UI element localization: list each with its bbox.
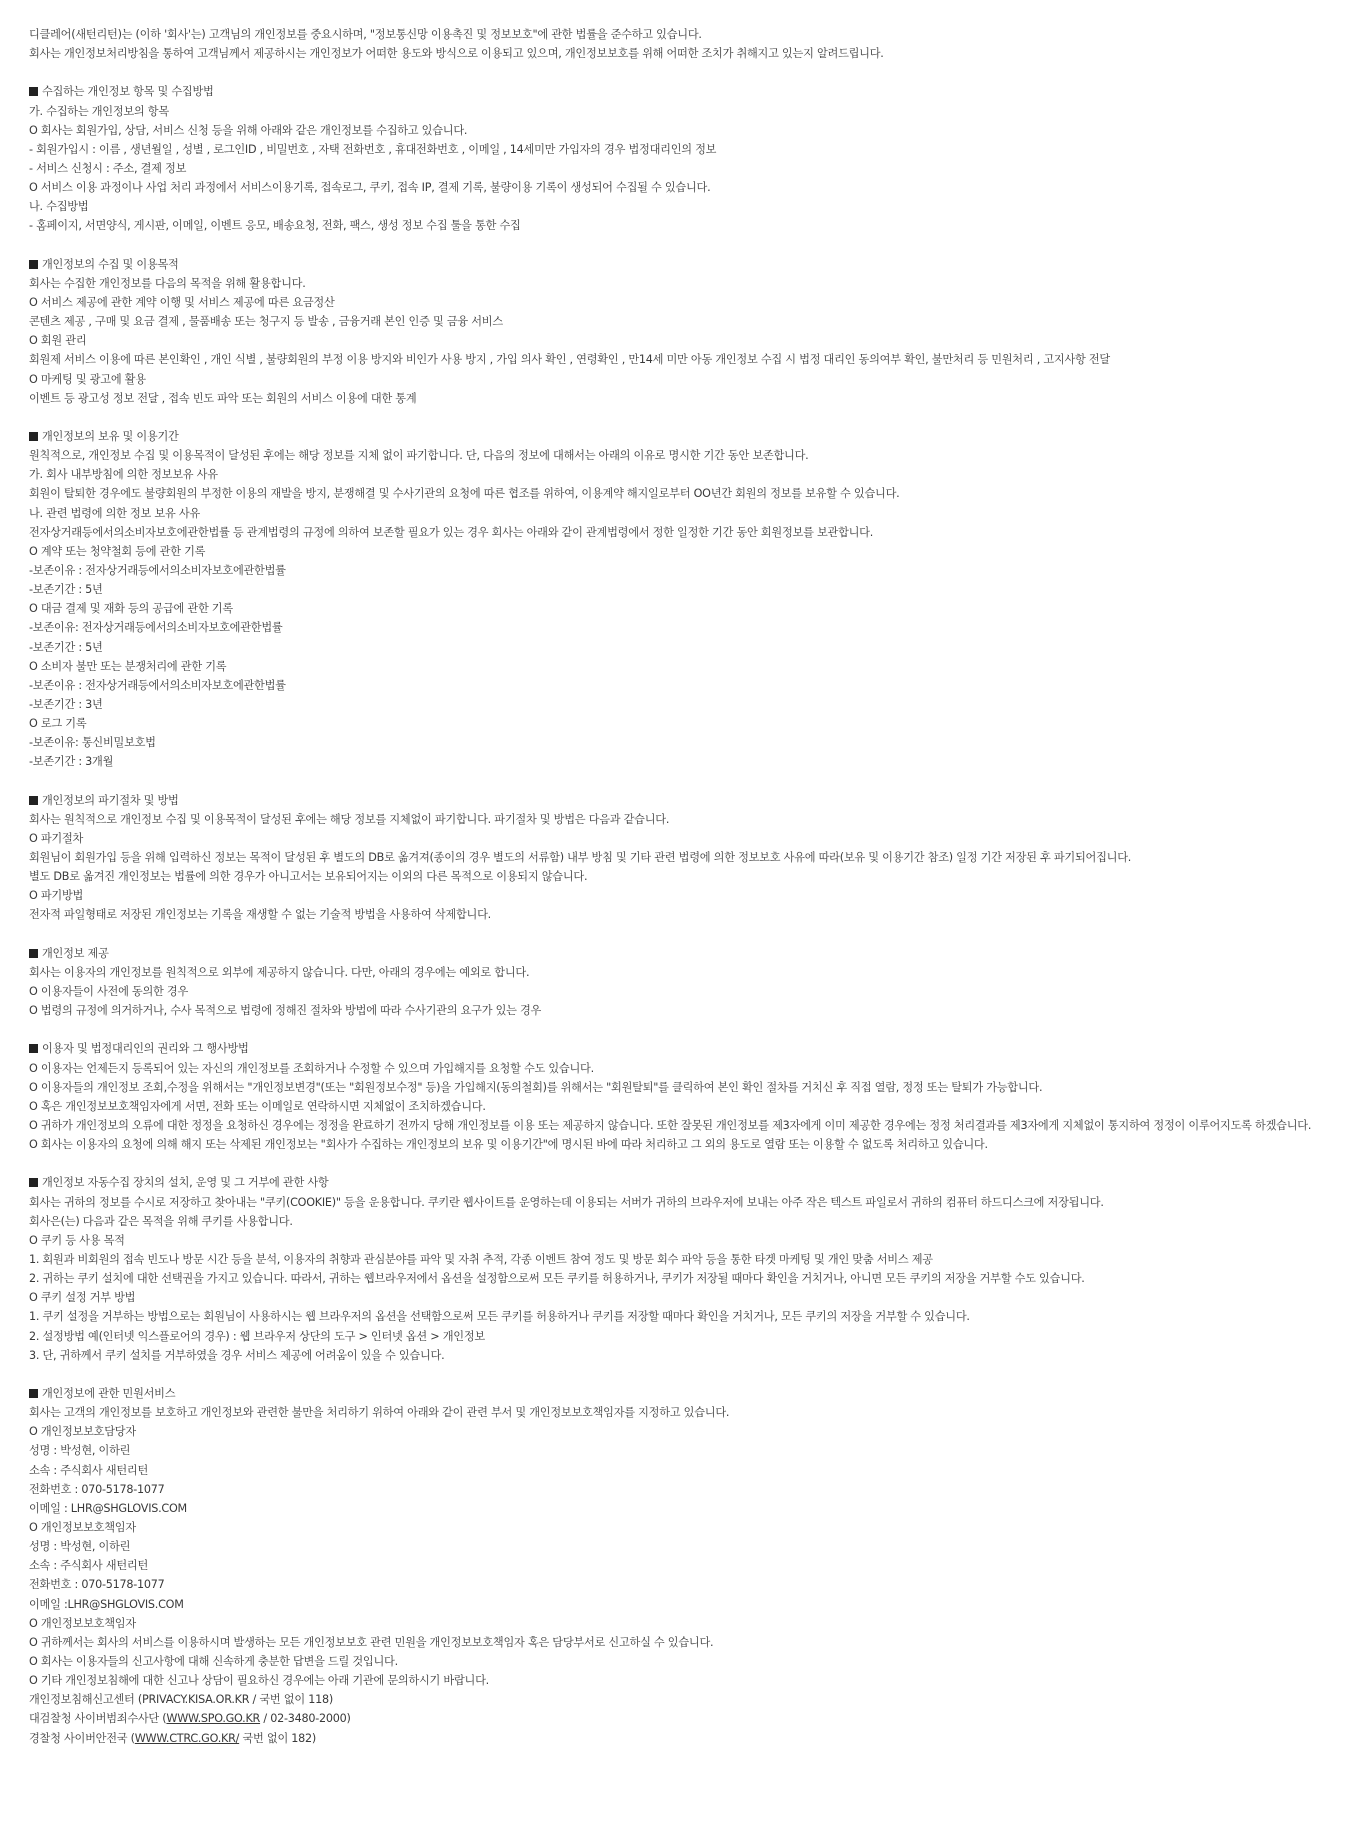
section-line: O 계약 또는 청약철회 등에 관한 기록 <box>29 544 206 558</box>
section-line: 회사는 고객의 개인정보를 보호하고 개인정보와 관련한 불만을 처리하기 위하여 아래와 같이 관련 부서 및 개인정보보호책임자를 지정하고 있습니다. <box>29 1406 730 1420</box>
section-line: - 서비스 신청시 : 주소, 결제 정보 <box>29 161 187 175</box>
section-heading <box>29 1384 1357 1403</box>
section-spacer <box>29 63 1357 82</box>
section-line: 회원님이 회원가입 등을 위해 입력하신 정보는 목적이 달성된 후 별도의 DB로 옮겨져(종이의 경우 별도의 서류함) 내부 방침 및 기타 관련 법령에 의한 정보보호 사유에 따라(보유 및 이용기간 참조) 일정 기간 저장된 후 파기되어집니다. <box>29 851 1132 865</box>
section-heading-text: 개인정보 자동수집 장치의 설치, 운영 및 그 거부에 관한 사항 <box>42 1176 329 1190</box>
section-line: O 기타 개인정보침해에 대한 신고나 상담이 필요하신 경우에는 아래 기관에 문의하시기 바랍니다. <box>29 1674 489 1688</box>
section-line: O 회사는 이용자들의 신고사항에 대해 신속하게 충분한 답변을 드릴 것입니다. <box>29 1654 398 1668</box>
section-line: 별도 DB로 옮겨진 개인정보는 법률에 의한 경우가 아니고서는 보유되어지는 이외의 다른 목적으로 이용되지 않습니다. <box>29 870 588 884</box>
section-line: O 파기절차 <box>29 831 84 845</box>
section-heading-text: 수집하는 개인정보 항목 및 수집방법 <box>42 85 214 99</box>
section-line: O 로그 기록 <box>29 717 87 731</box>
section-heading-text: 개인정보의 파기절차 및 방법 <box>42 793 179 807</box>
section-line: -보존기간 : 5년 <box>29 640 103 654</box>
section-line: 소속 : 주식회사 새턴리턴 <box>29 1463 149 1477</box>
section-line: 콘텐츠 제공 , 구매 및 요금 결제 , 물품배송 또는 청구지 등 발송 , 금융거래 본인 인증 및 금융 서비스 <box>29 315 503 329</box>
section-line: 회사은(는) 다음과 같은 목적을 위해 쿠키를 사용합니다. <box>29 1214 293 1228</box>
square-bullet-icon <box>29 432 38 441</box>
agency-link[interactable]: WWW.CTRC.GO.KR/ <box>134 1731 240 1745</box>
section-heading-text: 개인정보의 보유 및 이용기간 <box>42 429 179 443</box>
section-spacer <box>29 1154 1357 1173</box>
agency-contact-line <box>29 1709 1357 1728</box>
section-line: O 회원 관리 <box>29 334 87 348</box>
section-line: 전화번호 : 070-5178-1077 <box>29 1578 165 1592</box>
section-line: -보존이유: 전자상거래등에서의소비자보호에관한법률 <box>29 621 283 635</box>
section-line: 이메일 : LHR@SHGLOVIS.COM <box>29 1501 187 1515</box>
section-line: 소속 : 주식회사 새턴리턴 <box>29 1559 149 1573</box>
section-line: -보존기간 : 5년 <box>29 583 103 597</box>
section-line: O 개인정보보호담당자 <box>29 1425 136 1439</box>
section-spacer <box>29 771 1357 790</box>
intro-line: 회사는 개인정보처리방침을 통하여 고객님께서 제공하시는 개인정보가 어떠한 용도와 방식으로 이용되고 있으며, 개인정보보호를 위해 어떠한 조치가 취해지고 있는지 알려드립니다. <box>29 47 884 61</box>
section-heading-text: 개인정보의 수집 및 이용목적 <box>42 257 179 271</box>
section-spacer <box>29 1365 1357 1384</box>
section-heading-text: 이용자 및 법정대리인의 권리와 그 행사방법 <box>42 1042 249 1056</box>
agency-phone: / 02-3480-2000) <box>260 1712 351 1726</box>
section-line: O 개인정보보호책임자 <box>29 1616 136 1630</box>
section-line: 2. 귀하는 쿠키 설치에 대한 선택권을 가지고 있습니다. 따라서, 귀하는 웹브라우저에서 옵션을 설정함으로써 모든 쿠키를 허용하거나, 쿠키가 저장될 때마다 확인을 거치거나, 아니면 모든 쿠키의 저장을 거부할 수도 있습니다. <box>29 1272 1085 1286</box>
section-line: O 회사는 회원가입, 상담, 서비스 신청 등을 위해 아래와 같은 개인정보를 수집하고 있습니다. <box>29 123 468 137</box>
section-line: 가. 회사 내부방침에 의한 정보보유 사유 <box>29 468 218 482</box>
section-spacer <box>29 408 1357 427</box>
section-line: 회원제 서비스 이용에 따른 본인확인 , 개인 식별 , 불량회원의 부정 이용 방지와 비인가 사용 방지 , 가입 의사 확인 , 연령확인 , 만14세 미만 아동 개인정보 수집 시 법정 대리인 동의여부 확인, 불만처리 등 민원처리 , 고지사항 전달 <box>29 353 1110 367</box>
agency-link[interactable]: WWW.SPO.GO.KR <box>166 1712 261 1726</box>
square-bullet-icon <box>29 1178 38 1187</box>
section-line: 나. 수집방법 <box>29 200 89 214</box>
square-bullet-icon <box>29 796 38 805</box>
section-line: 가. 수집하는 개인정보의 항목 <box>29 104 169 118</box>
section-line: 1. 쿠키 설정을 거부하는 방법으로는 회원님이 사용하시는 웹 브라우저의 옵션을 선택함으로써 모든 쿠키를 허용하거나 쿠키를 저장할 때마다 확인을 거치거나, 모든 쿠키의 저장을 거부할 수 있습니다. <box>29 1310 970 1324</box>
section-line: - 홈페이지, 서면양식, 게시판, 이메일, 이벤트 응모, 배송요청, 전화, 팩스, 생성 정보 수집 툴을 통한 수집 <box>29 219 521 233</box>
section-line: 회사는 귀하의 정보를 수시로 저장하고 찾아내는 "쿠키(COOKIE)" 등을 운용합니다. 쿠키란 웹사이트를 운영하는데 이용되는 서버가 귀하의 브라우저에 보내는 아주 작은 텍스트 파일로서 귀하의 컴퓨터 하드디스크에 저장됩니다. <box>29 1195 1104 1209</box>
section-line: O 이용자들이 사전에 동의한 경우 <box>29 985 189 999</box>
intro-line: 디클레어(새턴리턴)는 (이하 '회사'는) 고객님의 개인정보를 중요시하며, "정보통신망 이용촉진 및 정보보호"에 관한 법률을 준수하고 있습니다. <box>29 28 702 41</box>
section-line: 성명 : 박성현, 이하린 <box>29 1444 131 1458</box>
section-line: O 이용자들의 개인정보 조회,수정을 위해서는 "개인정보변경"(또는 "회원정보수정" 등)을 가입해지(동의철회)를 위해서는 "회원탈퇴"를 클릭하여 본인 확인 절차를 거치신 후 직접 열람, 정정 또는 탈퇴가 가능합니다. <box>29 1080 1043 1094</box>
privacy-policy-document <box>29 25 1357 1748</box>
section-line: O 파기방법 <box>29 889 84 903</box>
section-line: O 개인정보보호책임자 <box>29 1520 136 1534</box>
section-line: 개인정보침해신고센터 (PRIVACY.KISA.OR.KR / 국번 없이 118) <box>29 1693 333 1707</box>
section-heading <box>29 255 1357 274</box>
agency-name: 경찰청 사이버안전국 ( <box>29 1731 135 1745</box>
section-line: O 회사는 이용자의 요청에 의해 해지 또는 삭제된 개인정보는 "회사가 수집하는 개인정보의 보유 및 이용기간"에 명시된 바에 따라 처리하고 그 외의 용도로 열람 또는 이용할 수 없도록 처리하고 있습니다. <box>29 1138 988 1152</box>
section-line: O 소비자 불만 또는 분쟁처리에 관한 기록 <box>29 659 227 673</box>
section-line: 나. 관련 법령에 의한 정보 보유 사유 <box>29 506 200 520</box>
section-line: 회사는 수집한 개인정보를 다음의 목적을 위해 활용합니다. <box>29 276 306 290</box>
section-line: O 법령의 규정에 의거하거나, 수사 목적으로 법령에 정해진 절차와 방법에 따라 수사기관의 요구가 있는 경우 <box>29 1004 542 1018</box>
section-line: 회원이 탈퇴한 경우에도 불량회원의 부정한 이용의 재발을 방지, 분쟁해결 및 수사기관의 요청에 따른 협조를 위하여, 이용계약 해지일로부터 OO년간 회원의 정보를 보유할 수 있습니다. <box>29 487 900 501</box>
section-spacer <box>29 236 1357 255</box>
section-line: 전화번호 : 070-5178-1077 <box>29 1482 165 1496</box>
section-line: -보존기간 : 3년 <box>29 697 103 711</box>
section-line: O 서비스 이용 과정이나 사업 처리 과정에서 서비스이용기록, 접속로그, 쿠키, 접속 IP, 결제 기록, 불량이용 기록이 생성되어 수집될 수 있습니다. <box>29 181 711 195</box>
section-heading <box>29 1173 1357 1192</box>
section-line: 전자적 파일형태로 저장된 개인정보는 기록을 재생할 수 없는 기술적 방법을 사용하여 삭제합니다. <box>29 908 491 922</box>
section-spacer <box>29 925 1357 944</box>
section-line: 회사는 이용자의 개인정보를 원칙적으로 외부에 제공하지 않습니다. 다만, 아래의 경우에는 예외로 합니다. <box>29 965 530 979</box>
section-heading <box>29 82 1357 101</box>
section-line: O 혹은 개인정보보호책임자에게 서면, 전화 또는 이메일로 연락하시면 지체없이 조치하겠습니다. <box>29 1099 486 1113</box>
section-heading-text: 개인정보에 관한 민원서비스 <box>42 1386 176 1400</box>
agency-name: 대검찰청 사이버범죄수사단 ( <box>29 1712 167 1726</box>
square-bullet-icon <box>29 949 38 958</box>
section-line: -보존이유: 통신비밀보호법 <box>29 736 156 750</box>
section-line: 1. 회원과 비회원의 접속 빈도나 방문 시간 등을 분석, 이용자의 취향과 관심분야를 파악 및 자취 추적, 각종 이벤트 참여 정도 및 방문 회수 파악 등을 통한 타겟 마케팅 및 개인 맞춤 서비스 제공 <box>29 1253 933 1266</box>
section-heading <box>29 944 1357 963</box>
section-line: 전자상거래등에서의소비자보호에관한법률 등 관계법령의 규정에 의하여 보존할 필요가 있는 경우 회사는 아래와 같이 관계법령에서 정한 일정한 기간 동안 회원정보를 보관합니다. <box>29 525 874 539</box>
section-line: 원칙적으로, 개인정보 수집 및 이용목적이 달성된 후에는 해당 정보를 지체 없이 파기합니다. 단, 다음의 정보에 대해서는 아래의 이유로 명시한 기간 동안 보존합니다. <box>29 449 809 463</box>
square-bullet-icon <box>29 1044 38 1053</box>
section-heading-text: 개인정보 제공 <box>42 946 109 960</box>
section-line: O 마케팅 및 광고에 활용 <box>29 372 146 386</box>
section-line: - 회원가입시 : 이름 , 생년월일 , 성별 , 로그인ID , 비밀번호 , 자택 전화번호 , 휴대전화번호 , 이메일 , 14세미만 가입자의 경우 법정대리인의 정보 <box>29 142 717 156</box>
section-line: -보존이유 : 전자상거래등에서의소비자보호에관한법률 <box>29 563 286 577</box>
section-line: O 쿠키 등 사용 목적 <box>29 1233 125 1247</box>
section-spacer <box>29 1020 1357 1039</box>
section-line: O 쿠키 설정 거부 방법 <box>29 1291 136 1305</box>
section-line: O 이용자는 언제든지 등록되어 있는 자신의 개인정보를 조회하거나 수정할 수 있으며 가입해지를 요청할 수도 있습니다. <box>29 1061 594 1075</box>
section-line: 2. 설정방법 예(인터넷 익스플로어의 경우) : 웹 브라우저 상단의 도구 > 인터넷 옵션 > 개인정보 <box>29 1329 485 1343</box>
section-heading <box>29 427 1357 446</box>
square-bullet-icon <box>29 87 38 96</box>
section-line: O 대금 결제 및 재화 등의 공급에 관한 기록 <box>29 602 233 616</box>
section-line: 성명 : 박성현, 이하린 <box>29 1540 131 1554</box>
section-line: -보존기간 : 3개월 <box>29 755 114 769</box>
square-bullet-icon <box>29 1389 38 1398</box>
section-line: -보존이유 : 전자상거래등에서의소비자보호에관한법률 <box>29 678 286 692</box>
section-line: O 서비스 제공에 관한 계약 이행 및 서비스 제공에 따른 요금정산 <box>29 295 335 309</box>
section-line: 이메일 :LHR@SHGLOVIS.COM <box>29 1597 184 1611</box>
agency-contact-line <box>29 1729 1357 1748</box>
agency-phone: 국번 없이 182) <box>239 1731 317 1745</box>
section-line: 3. 단, 귀하께서 쿠키 설치를 거부하였을 경우 서비스 제공에 어려움이 있을 수 있습니다. <box>29 1348 445 1362</box>
section-line: 이벤트 등 광고성 정보 전달 , 접속 빈도 파악 또는 회원의 서비스 이용에 대한 통계 <box>29 391 417 405</box>
section-line: O 귀하께서는 회사의 서비스를 이용하시며 발생하는 모든 개인정보보호 관련 민원을 개인정보보호책임자 혹은 담당부서로 신고하실 수 있습니다. <box>29 1635 714 1649</box>
section-heading <box>29 1039 1357 1058</box>
section-line: 회사는 원칙적으로 개인정보 수집 및 이용목적이 달성된 후에는 해당 정보를 지체없이 파기합니다. 파기절차 및 방법은 다음과 같습니다. <box>29 812 670 826</box>
square-bullet-icon <box>29 260 38 269</box>
section-heading <box>29 791 1357 810</box>
section-line: O 귀하가 개인정보의 오류에 대한 정정을 요청하신 경우에는 정정을 완료하기 전까지 당해 개인정보를 이용 또는 제공하지 않습니다. 또한 잘못된 개인정보를 제3자에게 이미 제공한 경우에는 정정 처리결과를 제3자에게 지체없이 통지하여 정정이 이루어지도록 하겠습니다. <box>29 1119 1312 1133</box>
